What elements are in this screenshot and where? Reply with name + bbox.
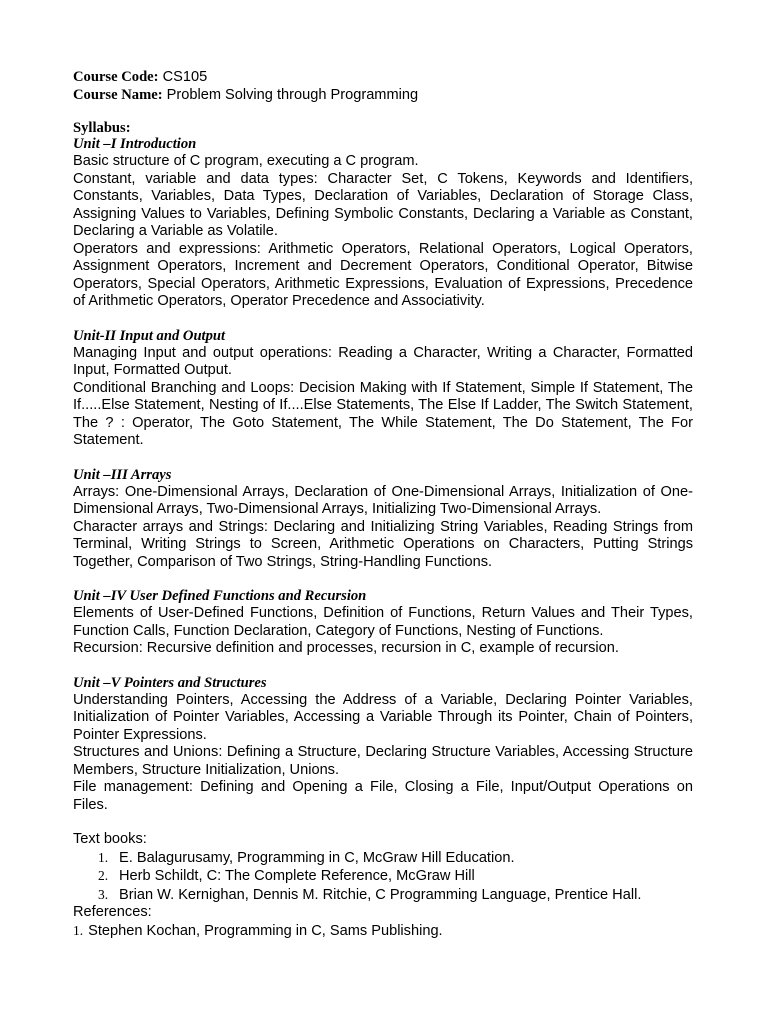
unit-paragraph: Structures and Unions: Defining a Structure, Declaring Structure Variables, Accessing Structure Members, Structure Initialization, Unions. (73, 744, 693, 778)
unit-paragraph: Basic structure of C program, executing a C program. (73, 153, 419, 169)
course-code-value: CS105 (162, 69, 208, 85)
list-number: 2. (98, 868, 109, 883)
unit-title: Unit –I Introduction (73, 136, 197, 152)
unit-paragraph: Operators and expressions: Arithmetic Operators, Relational Operators, Logical Operators, Assignment Operators, Increment and Decrement Operators, Conditional Operator, Bitwise Operators, Special Operators, Arithmetic Expressions, Evaluation of Expressions, Precedence of Arithmetic Operators, Operator Precedence and Associativity. (73, 240, 693, 309)
unit-paragraph: Elements of User-Defined Functions, Definition of Functions, Return Values and Their Types, Function Calls, Function Declaration, Category of Functions, Nesting of Functions. (73, 605, 693, 639)
unit-title: Unit –V Pointers and Structures (73, 674, 267, 691)
unit-title: Unit –III Arrays (73, 466, 172, 483)
unit-paragraph: Understanding Pointers, Accessing the Address of a Variable, Declaring Pointer Variables, Initialization of Pointer Variables, Accessing a Variable Through its Pointer, Chain of Pointers, Pointer Expressions. (73, 691, 693, 743)
book-text: Herb Schildt, C: The Complete Reference, McGraw Hill (119, 868, 475, 884)
course-name-value: Problem Solving through Programming (166, 87, 419, 103)
reference-text: Stephen Kochan, Programming in C, Sams Publishing. (88, 922, 443, 939)
list-item (98, 867, 693, 886)
text-books-list (73, 849, 693, 905)
course-code-line (73, 68, 693, 86)
unit-3 (73, 467, 693, 572)
course-code-label: Course Code: (73, 69, 159, 85)
list-item (73, 922, 693, 941)
list-number: 1. (98, 849, 109, 865)
text-books-title: Text books: (73, 831, 147, 847)
unit-title: Unit-II Input and Output (73, 327, 226, 344)
book-text: Brian W. Kernighan, Dennis M. Ritchie, C Programming Language, Prentice Hall. (119, 886, 642, 903)
unit-paragraph: Arrays: One-Dimensional Arrays, Declaration of One-Dimensional Arrays, Initialization of One-Dimensional Arrays, Two-Dimensional Arrays, Initializing Two-Dimensional Arrays. (73, 483, 693, 517)
unit-paragraph: Constant, variable and data types: Character Set, C Tokens, Keywords and Identifiers, Constants, Variables, Data Types, Declaration of Variables, Declaration of Storage Class, Assigning Values to Variables, Defining Symbolic Constants, Declaring a Variable as Constant, Declaring a Variable as Volatile. (73, 170, 693, 239)
references-section (73, 904, 693, 940)
list-item (98, 886, 693, 905)
unit-title: Unit –IV User Defined Functions and Recursion (73, 588, 367, 604)
unit-paragraph: Character arrays and Strings: Declaring and Initializing String Variables, Reading Strings from Terminal, Writing Strings to Screen, Arithmetic Operations on Characters, Putting Strings Together, Comparison of Two Strings, String-Handling Functions. (73, 518, 693, 570)
unit-paragraph: Managing Input and output operations: Reading a Character, Writing a Character, Formatted Input, Formatted Output. (73, 344, 693, 378)
unit-paragraph: File management: Defining and Opening a File, Closing a File, Input/Output Operations on Files. (73, 779, 693, 813)
unit-4 (73, 588, 693, 658)
unit-2 (73, 328, 693, 450)
course-name-line (73, 86, 693, 104)
list-number: 3. (98, 886, 109, 902)
list-item (98, 849, 693, 868)
unit-paragraph: Conditional Branching and Loops: Decision Making with If Statement, Simple If Statement, The If.....Else Statement, Nesting of If....Else Statements, The Else If Ladder, The Switch Statement, The ? : Operator, The Goto Statement, The While Statement, The Do Statement, The For Statement. (73, 379, 693, 448)
unit-1 (73, 136, 693, 311)
unit-5 (73, 675, 693, 815)
list-number: 1. (73, 922, 84, 938)
unit-paragraph: Recursion: Recursive definition and processes, recursion in C, example of recursion. (73, 640, 619, 656)
book-text: E. Balagurusamy, Programming in C, McGraw Hill Education. (119, 849, 515, 866)
course-name-label: Course Name: (73, 87, 163, 103)
syllabus-heading: Syllabus: (73, 120, 131, 136)
text-books-section (73, 831, 693, 904)
references-title: References: (73, 904, 152, 920)
